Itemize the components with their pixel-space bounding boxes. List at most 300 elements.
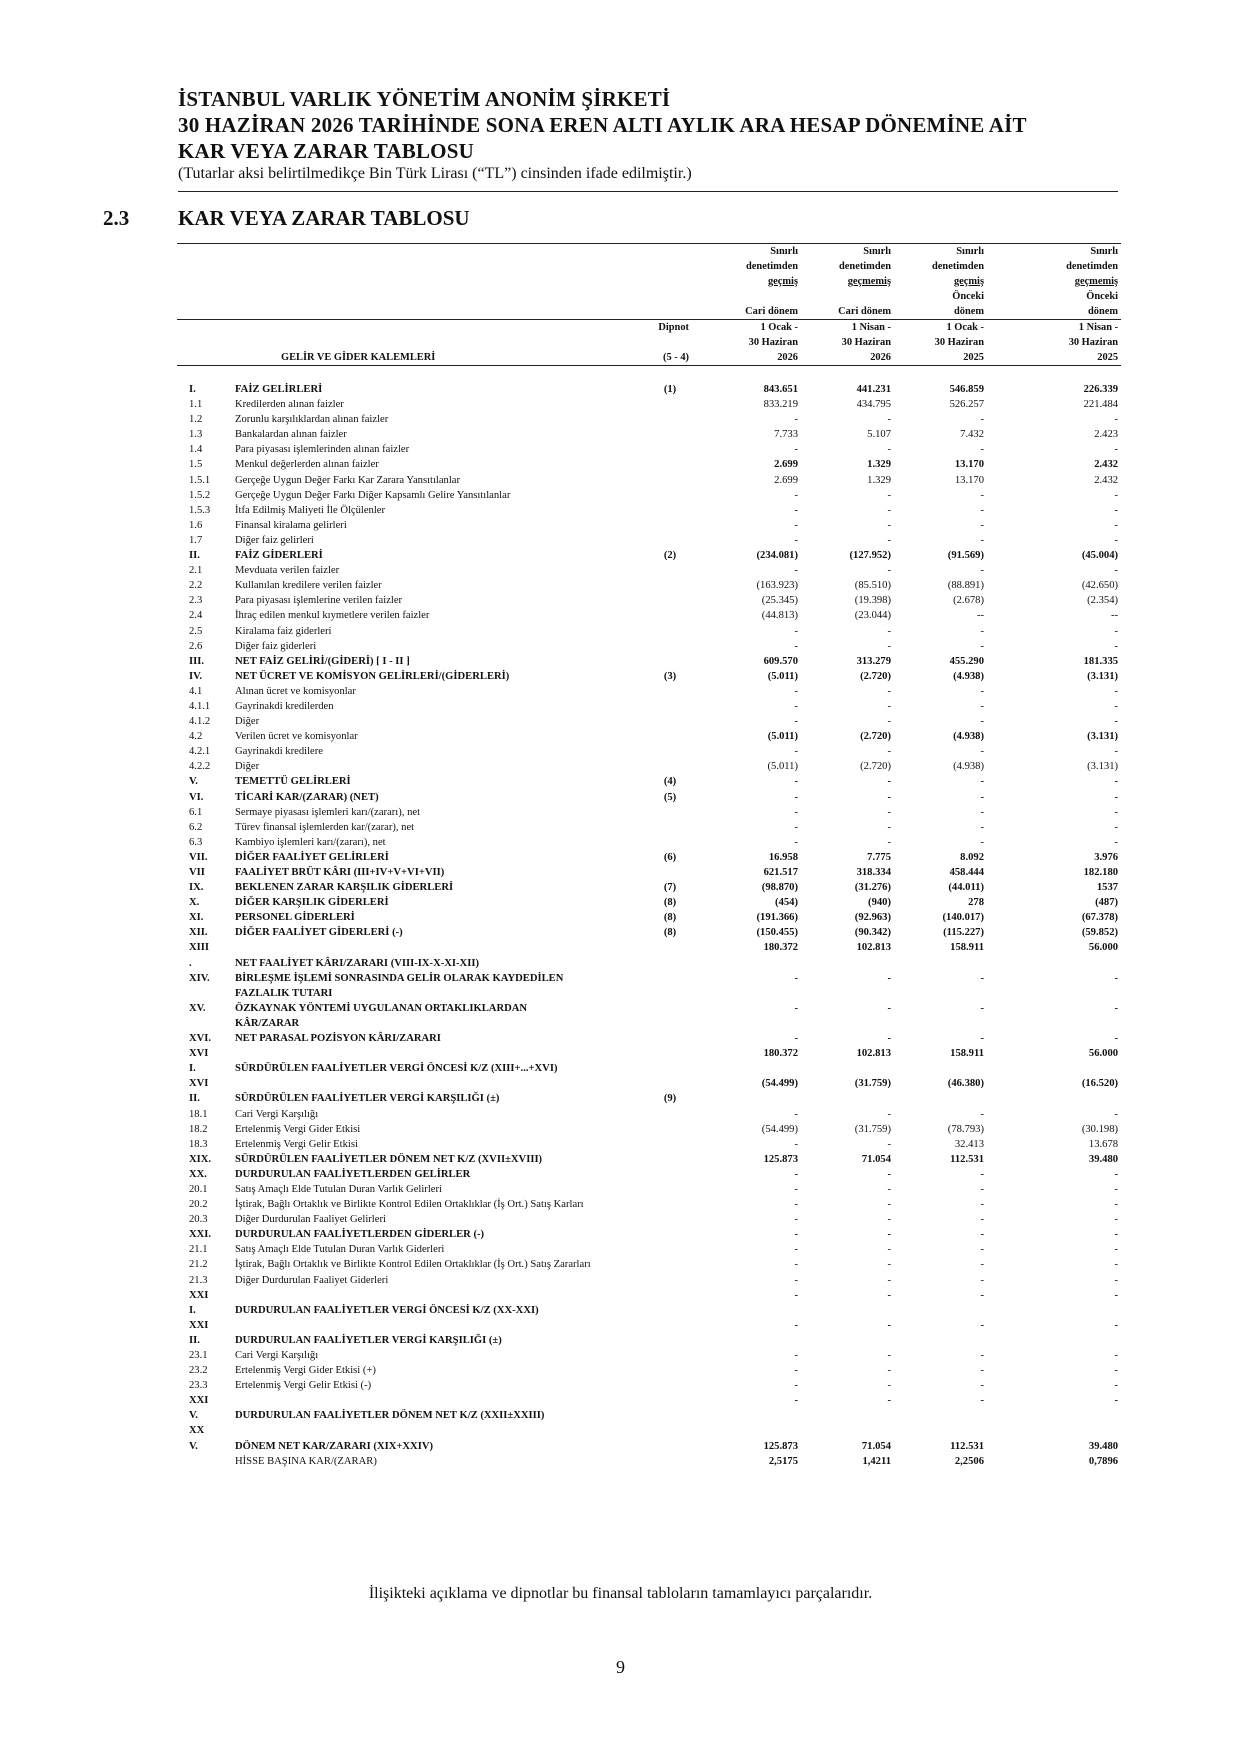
row-footnote-ref xyxy=(623,1408,695,1423)
row-value-col1: 609.570 xyxy=(763,655,798,667)
row-value-col4: 3.976 xyxy=(1094,851,1119,863)
row-value-col2: (31.759) xyxy=(854,1123,891,1135)
row-value-col2: 7.775 xyxy=(867,851,891,863)
document-header xyxy=(178,86,1118,184)
row-code: 1.7 xyxy=(189,534,203,546)
row-value-col4: - xyxy=(1114,504,1119,516)
row-value-col1: - xyxy=(794,700,798,712)
row-value-col1: 2,5175 xyxy=(768,1455,798,1467)
row-value-col1: (163.923) xyxy=(756,580,798,592)
row-label: Para piyasası işlemlerinden alınan faizler xyxy=(235,444,410,456)
row-value-col2: - xyxy=(887,746,891,758)
row-value-col2: 1.329 xyxy=(867,459,891,471)
row-value-col4: (487) xyxy=(1095,897,1119,909)
col3-header-line3: geçmiş xyxy=(953,276,984,287)
row-code: II. xyxy=(189,1093,200,1105)
row-footnote-ref xyxy=(623,1107,695,1122)
table-row xyxy=(177,1076,1121,1091)
row-value-col3: (115.227) xyxy=(943,927,984,939)
row-value-col1: - xyxy=(794,746,798,758)
row-value-col1: - xyxy=(794,414,798,426)
row-value-col4: - xyxy=(1114,625,1119,637)
row-label: TİCARİ KAR/(ZARAR) (NET) xyxy=(235,791,379,803)
col3-header-line2: denetimden xyxy=(932,261,984,272)
row-code: 20.3 xyxy=(189,1214,208,1226)
row-value-col1: - xyxy=(794,821,798,833)
row-label: Diğer faiz gelirleri xyxy=(235,534,314,546)
row-value-col3: - xyxy=(980,685,984,697)
row-value-col2: - xyxy=(887,1259,891,1271)
row-footnote-ref xyxy=(623,1318,695,1333)
row-label: Ertelenmiş Vergi Gider Etkisi (+) xyxy=(235,1365,376,1377)
row-label: Kiralama faiz giderleri xyxy=(235,625,332,637)
row-value-col2: - xyxy=(887,1108,891,1120)
row-value-col4: - xyxy=(1114,1033,1119,1045)
row-code: 6.1 xyxy=(189,806,203,818)
row-value-col1 xyxy=(695,1333,801,1348)
row-value-col3 xyxy=(894,1091,987,1106)
row-footnote-ref xyxy=(623,1061,695,1076)
table-row xyxy=(177,850,1121,865)
row-value-col4: - xyxy=(1114,1259,1119,1271)
row-value-col2: - xyxy=(887,1138,891,1150)
row-value-col3: - xyxy=(980,821,984,833)
row-value-col2: 102.813 xyxy=(856,942,891,954)
table-row xyxy=(177,397,1121,412)
row-code: 2.2 xyxy=(189,580,203,592)
col2-header-line4 xyxy=(801,289,894,304)
row-label: DİĞER FAALİYET GELİRLERİ xyxy=(235,851,389,863)
row-value-col1 xyxy=(695,1061,801,1076)
row-value-col1: - xyxy=(794,1229,798,1241)
table-row xyxy=(177,533,1121,548)
row-code: 1.5 xyxy=(189,459,203,471)
table-row xyxy=(177,1378,1121,1393)
row-footnote-ref xyxy=(623,1242,695,1257)
row-value-col3 xyxy=(894,1061,987,1076)
table-row xyxy=(177,956,1121,971)
row-value-col4 xyxy=(987,1061,1121,1076)
row-value-col3: - xyxy=(980,504,984,516)
row-footnote-ref: (5) xyxy=(663,791,677,803)
row-code: 18.3 xyxy=(189,1138,208,1150)
row-value-col4 xyxy=(987,1333,1121,1348)
table-row xyxy=(177,714,1121,729)
row-value-col4: - xyxy=(1114,1229,1119,1241)
row-value-col1: - xyxy=(794,1214,798,1226)
row-value-col1: - xyxy=(794,791,798,803)
row-value-col2: - xyxy=(887,1395,891,1407)
row-code: 4.2.2 xyxy=(189,761,211,773)
row-value-col1: 125.873 xyxy=(763,1153,798,1165)
row-label: FAZLALIK TUTARI xyxy=(235,987,333,999)
row-value-col4: - xyxy=(1114,716,1119,728)
table-row xyxy=(177,427,1121,442)
row-label: Türev finansal işlemlerden kar/(zarar), net xyxy=(235,821,415,833)
row-value-col4: - xyxy=(1114,565,1119,577)
row-code: 23.2 xyxy=(189,1365,208,1377)
row-value-col1: - xyxy=(794,1002,798,1014)
row-label: DİĞER FAALİYET GİDERLERİ (-) xyxy=(235,927,403,939)
table-row xyxy=(177,1182,1121,1197)
row-footnote-ref xyxy=(623,684,695,699)
table-row xyxy=(177,1046,1121,1061)
row-value-col2: - xyxy=(887,685,891,697)
col3-year: 2025 xyxy=(963,352,984,363)
row-label: İtfa Edilmiş Maliyeti İle Ölçülenler xyxy=(235,504,386,516)
row-footnote-ref xyxy=(623,457,695,472)
row-value-col2: - xyxy=(887,640,891,652)
row-value-col3 xyxy=(894,1333,987,1348)
table-row xyxy=(177,1122,1121,1137)
row-footnote-ref xyxy=(623,1423,695,1438)
table-row xyxy=(177,1333,1121,1348)
row-value-col1: - xyxy=(794,1138,798,1150)
row-label xyxy=(223,1076,623,1091)
row-value-col1: - xyxy=(794,1289,798,1301)
row-code: 18.2 xyxy=(189,1123,208,1135)
row-value-col3: (44.011) xyxy=(948,882,984,894)
row-value-col3: (4.938) xyxy=(953,670,984,682)
row-value-col1: (54.499) xyxy=(761,1078,798,1090)
row-value-col4 xyxy=(987,1091,1121,1106)
row-value-col4: 226.339 xyxy=(1083,384,1119,395)
row-footnote-ref xyxy=(623,563,695,578)
row-label: Ertelenmiş Vergi Gelir Etkisi xyxy=(235,1138,358,1150)
col2-year: 2026 xyxy=(870,352,891,363)
row-value-col2: 5.107 xyxy=(867,429,891,441)
row-footnote-ref xyxy=(623,624,695,639)
row-value-col2 xyxy=(801,1061,894,1076)
row-value-col2 xyxy=(801,1423,894,1438)
income-statement-table xyxy=(177,243,1121,1469)
row-footnote-ref xyxy=(623,1046,695,1061)
row-value-col2: - xyxy=(887,565,891,577)
row-value-col1: (234.081) xyxy=(756,550,798,562)
row-value-col1: - xyxy=(794,685,798,697)
row-code: 1.4 xyxy=(189,444,203,456)
row-label: SÜRDÜRÜLEN FAALİYETLER VERGİ ÖNCESİ K/Z (XIII+...+XVI) xyxy=(235,1063,558,1075)
table-row xyxy=(177,1212,1121,1227)
row-label xyxy=(223,1318,623,1333)
row-value-col2: 441.231 xyxy=(856,384,891,395)
row-value-col1: 180.372 xyxy=(763,942,798,954)
row-footnote-ref xyxy=(623,1137,695,1152)
row-footnote-ref: (8) xyxy=(663,927,677,939)
col1-header-line6: 1 Ocak - xyxy=(760,322,798,333)
row-label: ÖZKAYNAK YÖNTEMİ UYGULANAN ORTAKLIKLARDAN xyxy=(235,1002,528,1014)
row-label: DURDURULAN FAALİYETLER VERGİ KARŞILIĞI (±) xyxy=(235,1334,502,1346)
row-value-col2: - xyxy=(887,414,891,426)
row-value-col4: - xyxy=(1114,1380,1119,1392)
row-label: NET FAİZ GELİRİ/(GİDERİ) [ I - II ] xyxy=(235,655,410,667)
row-value-col4: - xyxy=(1114,1350,1119,1361)
row-footnote-ref: (9) xyxy=(663,1093,677,1105)
row-value-col4: - xyxy=(1114,519,1119,531)
row-code: 4.1.1 xyxy=(189,700,211,712)
row-value-col2: - xyxy=(887,1365,891,1377)
table-row xyxy=(177,563,1121,578)
row-value-col4: - xyxy=(1114,1274,1119,1286)
row-value-col3: - xyxy=(980,791,984,803)
row-label: BEKLENEN ZARAR KARŞILIK GİDERLERİ xyxy=(235,882,454,894)
row-code: XIX. xyxy=(189,1153,212,1165)
row-footnote-ref xyxy=(623,1333,695,1348)
row-value-col3: - xyxy=(980,836,984,848)
row-value-col4: - xyxy=(1114,1002,1119,1014)
row-footnote-ref xyxy=(623,1031,695,1046)
row-footnote-ref xyxy=(623,1197,695,1212)
row-footnote-ref xyxy=(623,1363,695,1378)
row-label: FAİZ GİDERLERİ xyxy=(235,550,323,562)
row-value-col2: - xyxy=(887,1168,891,1180)
row-value-col3: - xyxy=(980,746,984,758)
row-label: Satış Amaçlı Elde Tutulan Duran Varlık Giderleri xyxy=(235,1244,445,1256)
row-value-col4 xyxy=(987,1303,1121,1318)
row-footnote-ref xyxy=(623,956,695,971)
col4-header-line7 xyxy=(987,335,1121,366)
row-footnote-ref: (7) xyxy=(663,882,677,894)
row-code: 2.5 xyxy=(189,625,203,637)
row-code: 1.5.3 xyxy=(189,504,211,516)
row-label: Kullanılan kredilere verilen faizler xyxy=(235,580,382,592)
row-value-col2: 318.334 xyxy=(856,867,891,878)
row-code: XXI xyxy=(189,1289,209,1301)
table-row xyxy=(177,1393,1121,1408)
row-value-col2: (90.342) xyxy=(854,927,891,939)
row-label: Menkul değerlerden alınan faizler xyxy=(235,459,379,471)
row-code: II. xyxy=(189,1334,200,1346)
row-value-col4: (16.520) xyxy=(1081,1078,1119,1090)
row-footnote-ref xyxy=(623,1454,695,1469)
row-value-col3: - xyxy=(980,716,984,728)
table-row xyxy=(177,1273,1121,1288)
row-footnote-ref xyxy=(623,397,695,412)
row-code: VII xyxy=(189,867,205,878)
row-code: XIV. xyxy=(189,972,210,984)
table-row xyxy=(177,1288,1121,1303)
row-value-col3: (2.678) xyxy=(953,595,984,607)
col4-header-line2: denetimden xyxy=(1066,261,1119,272)
row-code: IV. xyxy=(189,670,203,682)
row-footnote-ref: (8) xyxy=(663,912,677,924)
row-value-col1 xyxy=(695,1016,801,1031)
row-value-col1 xyxy=(695,986,801,1001)
row-value-col1: - xyxy=(794,806,798,818)
row-value-col4: - xyxy=(1114,1108,1119,1120)
row-footnote-ref xyxy=(623,1212,695,1227)
row-footnote-ref xyxy=(623,578,695,593)
table-row xyxy=(177,774,1121,789)
table-row xyxy=(177,608,1121,623)
col2-header-line5: Cari dönem xyxy=(838,306,891,317)
row-value-col4: 2.432 xyxy=(1094,459,1119,471)
table-row xyxy=(177,1227,1121,1242)
row-code: 18.1 xyxy=(189,1108,208,1120)
row-value-col2: 1.329 xyxy=(867,474,891,486)
row-value-col1: - xyxy=(794,1380,798,1392)
row-value-col2: - xyxy=(887,1289,891,1301)
row-value-col3: (88.891) xyxy=(947,580,984,592)
row-value-col3 xyxy=(894,986,987,1001)
row-code: 2.4 xyxy=(189,610,203,622)
row-code: 20.1 xyxy=(189,1183,208,1195)
row-value-col1: (44.813) xyxy=(761,610,798,622)
row-value-col3: 546.859 xyxy=(949,384,984,395)
row-value-col2: 71.054 xyxy=(861,1440,891,1452)
row-value-col4: - xyxy=(1114,700,1119,712)
row-value-col4 xyxy=(987,956,1121,971)
row-value-col3: - xyxy=(980,1183,984,1195)
table-row xyxy=(177,457,1121,472)
footer-note: İlişikteki açıklama ve dipnotlar bu finansal tabloların tamamlayıcı parçalarıdır. xyxy=(368,1585,873,1602)
row-footnote-ref xyxy=(623,533,695,548)
table-row xyxy=(177,639,1121,654)
row-label: Gerçeğe Uygun Değer Farkı Diğer Kapsamlı Gelire Yansıtılanlar xyxy=(235,489,511,501)
row-label: Alınan ücret ve komisyonlar xyxy=(235,685,356,697)
row-code: III. xyxy=(189,655,205,667)
row-value-col4: 39.480 xyxy=(1088,1440,1119,1452)
row-value-col4: - xyxy=(1114,444,1119,456)
row-value-col1: - xyxy=(794,519,798,531)
row-footnote-ref xyxy=(623,608,695,623)
row-footnote-ref: (4) xyxy=(663,776,677,788)
row-value-col3: 158.911 xyxy=(950,942,984,954)
row-value-col1 xyxy=(695,1408,801,1423)
row-code: . xyxy=(189,957,192,969)
row-footnote-ref xyxy=(623,865,695,880)
col4-header-line5: dönem xyxy=(1088,306,1119,317)
row-value-col2: - xyxy=(887,444,891,456)
row-value-col3: (4.938) xyxy=(953,731,984,743)
row-label: DURDURULAN FAALİYETLERDEN GİDERLER (-) xyxy=(235,1229,485,1241)
table-header xyxy=(177,244,1121,366)
table-row xyxy=(177,442,1121,457)
row-value-col2 xyxy=(801,1408,894,1423)
row-code: 1.6 xyxy=(189,519,203,531)
row-code: XXI xyxy=(189,1395,209,1407)
row-value-col3: - xyxy=(980,1108,984,1120)
row-value-col3: - xyxy=(980,1244,984,1256)
row-label xyxy=(223,1423,623,1438)
table-row xyxy=(177,518,1121,533)
table-row xyxy=(177,1439,1121,1454)
row-value-col4: (67.378) xyxy=(1081,912,1119,924)
row-value-col4: (42.650) xyxy=(1081,580,1119,592)
row-label: Satış Amaçlı Elde Tutulan Duran Varlık Gelirleri xyxy=(235,1183,442,1195)
row-value-col3: - xyxy=(980,1274,984,1286)
table-row xyxy=(177,1167,1121,1182)
row-value-col1: - xyxy=(794,776,798,788)
col3-header-line7 xyxy=(894,335,987,366)
row-value-col4: - xyxy=(1114,836,1119,848)
row-footnote-ref xyxy=(623,1257,695,1272)
row-code xyxy=(177,1016,223,1031)
table-row xyxy=(177,1318,1121,1333)
row-footnote-ref xyxy=(623,759,695,774)
row-value-col1: - xyxy=(794,444,798,456)
row-footnote-ref xyxy=(623,1122,695,1137)
row-code: 21.1 xyxy=(189,1244,208,1256)
row-code: XII. xyxy=(189,927,208,939)
row-value-col2: - xyxy=(887,1033,891,1045)
row-label: DURDURULAN FAALİYETLERDEN GELİRLER xyxy=(235,1168,471,1180)
row-code: IX. xyxy=(189,882,204,894)
row-label: Diğer Durdurulan Faaliyet Giderleri xyxy=(235,1274,389,1286)
row-footnote-ref xyxy=(623,714,695,729)
row-value-col3 xyxy=(894,1423,987,1438)
table-row xyxy=(177,1152,1121,1167)
row-value-col3: 13.170 xyxy=(954,459,984,471)
row-value-col2: - xyxy=(887,821,891,833)
table-row xyxy=(177,699,1121,714)
row-value-col2: - xyxy=(887,1380,891,1392)
row-code: 1.2 xyxy=(189,414,203,426)
row-code: 6.3 xyxy=(189,836,203,848)
row-label: Bankalardan alınan faizler xyxy=(235,429,347,441)
row-value-col1: - xyxy=(794,716,798,728)
row-footnote-ref xyxy=(623,1288,695,1303)
row-value-col2 xyxy=(801,1091,894,1106)
row-value-col1: - xyxy=(794,1108,798,1120)
row-value-col4: 2.423 xyxy=(1094,429,1119,441)
row-value-col1: - xyxy=(794,1274,798,1286)
row-value-col2: (31.759) xyxy=(854,1078,891,1090)
row-value-col2 xyxy=(801,956,894,971)
row-footnote-ref: (8) xyxy=(663,897,677,909)
row-label xyxy=(223,1288,623,1303)
col2-header-line7 xyxy=(801,335,894,366)
row-value-col2: - xyxy=(887,716,891,728)
row-label: Para piyasası işlemlerine verilen faizler xyxy=(235,595,403,607)
row-value-col4: - xyxy=(1114,1319,1119,1331)
row-value-col1: 16.958 xyxy=(768,851,798,863)
row-code: 2.6 xyxy=(189,640,203,652)
row-value-col3: - xyxy=(980,565,984,577)
col2-header-line3: geçmemiş xyxy=(847,276,891,287)
row-value-col2: - xyxy=(887,625,891,637)
row-label xyxy=(223,1046,623,1061)
row-code: 2.1 xyxy=(189,565,203,577)
col4-header-line6: 1 Nisan - xyxy=(1078,322,1119,333)
row-value-col2 xyxy=(801,1016,894,1031)
row-value-col4: (3.131) xyxy=(1087,670,1119,682)
row-value-col3: - xyxy=(980,1319,984,1331)
row-value-col2: - xyxy=(887,504,891,516)
table-row xyxy=(177,1107,1121,1122)
row-code: 21.2 xyxy=(189,1259,208,1271)
row-value-col4: (3.131) xyxy=(1087,761,1119,773)
table-row xyxy=(177,925,1121,940)
table-row xyxy=(177,654,1121,669)
row-footnote-ref xyxy=(623,1303,695,1318)
statement-title: KAR VEYA ZARAR TABLOSU xyxy=(178,139,474,163)
row-value-col3 xyxy=(894,1303,987,1318)
row-value-col4: - xyxy=(1114,489,1119,501)
row-footnote-ref xyxy=(623,1348,695,1363)
header-divider xyxy=(178,191,1118,192)
row-label: Cari Vergi Karşılığı xyxy=(235,1108,319,1120)
row-value-col2: - xyxy=(887,972,891,984)
table-row xyxy=(177,1348,1121,1363)
row-value-col2: - xyxy=(887,1274,891,1286)
table-row xyxy=(177,1197,1121,1212)
row-value-col1: 2.699 xyxy=(774,459,798,471)
col1-header-line1: Sınırlı xyxy=(770,246,798,257)
table-row xyxy=(177,1242,1121,1257)
row-value-col2: (85.510) xyxy=(854,580,891,592)
row-code: 1.5.1 xyxy=(189,474,211,486)
